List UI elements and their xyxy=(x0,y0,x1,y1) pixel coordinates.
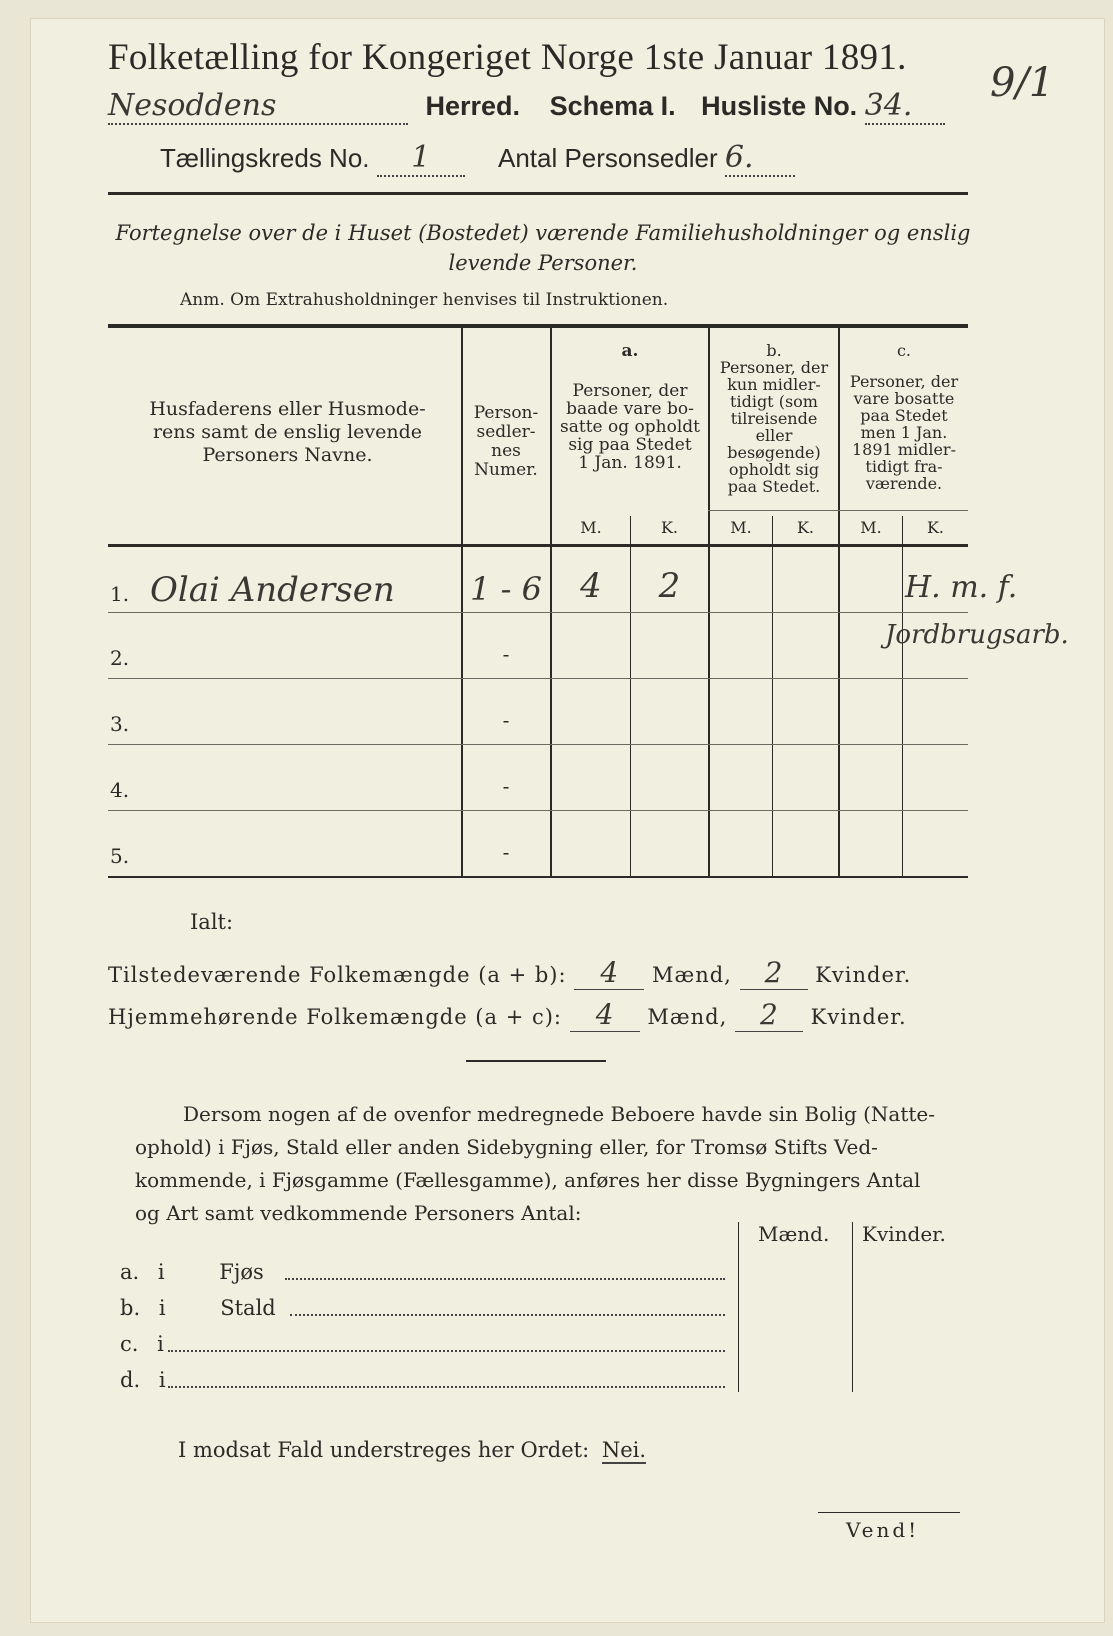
totals-mid: Mænd, xyxy=(651,963,732,987)
hdr-line: vare bosatte xyxy=(853,389,955,408)
item-b xyxy=(120,1296,276,1320)
vend-label: Vend! xyxy=(846,1518,920,1542)
hdr-line: tidigt (som xyxy=(730,392,818,411)
hdr-line: eller xyxy=(755,426,793,445)
table-bottom-rule xyxy=(108,876,968,878)
c-m-label: M. xyxy=(860,518,882,537)
row-1-a-k: 2 xyxy=(658,566,681,606)
row-number: 5. xyxy=(110,844,130,868)
antal-value: 6. xyxy=(725,140,795,177)
col-names-header xyxy=(120,398,455,467)
row-number: 3. xyxy=(110,712,130,736)
totals-label: Tilstedeværende Folkemængde (a + b): xyxy=(108,963,567,987)
hdr-line: paa Stedet. xyxy=(727,477,821,496)
kreds-label: Tællingskreds No. xyxy=(160,143,370,173)
item-label: Fjøs xyxy=(219,1260,264,1284)
row-3-numer: - xyxy=(502,708,510,732)
hdr-line: Numer. xyxy=(474,460,538,480)
totals-1-k: 2 xyxy=(740,956,808,990)
hdr-line: tidigt fra- xyxy=(865,457,943,476)
totals-line-2 xyxy=(108,998,907,1032)
row-number: 1. xyxy=(110,582,130,606)
hdr-line: baade vare bo- xyxy=(566,399,694,419)
fill-line xyxy=(168,1350,725,1352)
hdr-line: men 1 Jan. xyxy=(860,423,948,442)
vend-rule xyxy=(818,1512,960,1513)
intro-line-1: Fortegnelse over de i Huset (Bostedet) værende Familiehusholdninger og enslig xyxy=(115,221,971,245)
hdr-letter: c. xyxy=(896,341,912,360)
item-i: i xyxy=(157,1332,164,1356)
modsat-line xyxy=(178,1438,646,1462)
totals-1-m: 4 xyxy=(574,956,644,990)
para-line: kommende, i Fjøsgamme (Fællesgamme), anføres her disse Bygningers Antal xyxy=(135,1168,921,1192)
fill-line xyxy=(168,1386,725,1388)
totals-2-k: 2 xyxy=(735,998,803,1032)
side-note-1: H. m. f. xyxy=(905,570,1018,605)
modsat-text: I modsat Fald understreges her Ordet: xyxy=(178,1438,590,1462)
intro-text xyxy=(108,218,978,278)
a-m-label: M. xyxy=(580,518,602,537)
row-1-name: Olai Andersen xyxy=(150,570,395,610)
hdr-line: paa Stedet xyxy=(860,406,948,425)
schema-label: Schema I. xyxy=(549,91,676,121)
kreds-line xyxy=(160,140,795,177)
hdr-line: Personer, der xyxy=(719,358,829,377)
kvinder-header: Kvinder. xyxy=(862,1222,946,1246)
corner-mark: 9/1 xyxy=(990,60,1055,106)
kreds-value: 1 xyxy=(377,140,465,177)
hdr-line: værende. xyxy=(865,474,943,493)
nei-word: Nei. xyxy=(601,1438,647,1462)
row-rule xyxy=(108,810,968,811)
hdr-line: sedler- xyxy=(476,422,536,442)
col-numer-header xyxy=(462,404,550,480)
row-number: 2. xyxy=(110,646,130,670)
item-label: Stald xyxy=(220,1296,276,1320)
ialt-label: Ialt: xyxy=(190,910,234,934)
item-letter: a. xyxy=(120,1260,140,1284)
fill-line xyxy=(285,1278,725,1280)
header-rule xyxy=(108,192,968,195)
form-title: Folketælling for Kongeriget Norge 1ste Januar 1891. xyxy=(108,37,907,78)
item-i: i xyxy=(158,1368,166,1392)
item-i: i xyxy=(158,1296,166,1320)
totals-mid: Mænd, xyxy=(647,1005,728,1029)
col-divider xyxy=(852,1222,853,1392)
col-subdivider xyxy=(902,516,903,876)
herred-line xyxy=(108,88,945,125)
hdr-line: nes xyxy=(491,441,521,461)
row-rule xyxy=(108,612,968,613)
row-rule xyxy=(108,744,968,745)
row-number: 4. xyxy=(110,778,130,802)
b-m-label: M. xyxy=(730,518,752,537)
mk-rule xyxy=(708,510,968,511)
hdr-line: Person- xyxy=(473,403,539,423)
herred-value: Nesoddens xyxy=(108,88,408,125)
herred-label: Herred. xyxy=(425,91,521,121)
hdr-line: 1891 midler- xyxy=(852,440,956,459)
hdr-line: tilreisende xyxy=(730,409,818,428)
side-note-2: Jordbrugsarb. xyxy=(885,620,1069,650)
hdr-line: sig paa Stedet xyxy=(568,435,692,455)
para-line: og Art samt vedkommende Personers Antal: xyxy=(135,1201,582,1225)
para-line: ophold) i Fjøs, Stald eller anden Sidebygning eller, for Tromsø Stifts Ved- xyxy=(135,1135,878,1159)
item-letter: c. xyxy=(120,1332,139,1356)
totals-end: Kvinder. xyxy=(810,1005,907,1029)
row-4-numer: - xyxy=(502,774,510,798)
item-letter: d. xyxy=(120,1368,141,1392)
a-k-label: K. xyxy=(660,518,679,537)
row-1-a-m: 4 xyxy=(580,566,602,606)
b-k-label: K. xyxy=(796,518,815,537)
hdr-line: Personer, der xyxy=(849,372,959,391)
item-letter: b. xyxy=(120,1296,141,1320)
row-2-numer: - xyxy=(502,642,510,666)
para-line: Dersom nogen af de ovenfor medregnede Beboere havde sin Bolig (Natte- xyxy=(183,1102,936,1126)
item-a xyxy=(120,1260,264,1284)
hdr-line: Husfaderens eller Husmode- xyxy=(149,398,426,420)
hdr-letter: a. xyxy=(621,341,639,361)
bottom-paragraph xyxy=(135,1098,975,1230)
c-k-label: K. xyxy=(926,518,945,537)
row-rule xyxy=(108,678,968,679)
item-d xyxy=(120,1368,166,1392)
totals-line-1 xyxy=(108,956,911,990)
row-1-numer: 1 - 6 xyxy=(470,570,542,608)
intro-line-2: levende Personer. xyxy=(448,251,638,275)
hdr-line: besøgende) xyxy=(727,443,821,462)
item-c xyxy=(120,1332,164,1356)
hdr-line: 1 Jan. 1891. xyxy=(578,453,682,473)
totals-2-m: 4 xyxy=(570,998,640,1032)
col-subdivider xyxy=(772,516,773,876)
hdr-line: Personers Navne. xyxy=(202,444,373,466)
col-c-header xyxy=(840,342,968,492)
col-b-header xyxy=(710,342,838,495)
separator-rule xyxy=(466,1060,606,1062)
antal-label: Antal Personsedler xyxy=(497,143,718,173)
col-divider xyxy=(738,1222,739,1392)
row-5-numer: - xyxy=(502,840,510,864)
anm-note: Anm. Om Extrahusholdninger henvises til Instruktionen. xyxy=(180,290,669,310)
hdr-line: opholdt sig xyxy=(728,460,820,479)
hdr-letter: b. xyxy=(766,341,782,360)
totals-label: Hjemmehørende Folkemængde (a + c): xyxy=(108,1005,562,1029)
fill-line xyxy=(290,1314,725,1316)
hdr-line: kun midler- xyxy=(727,375,821,394)
hdr-line: Personer, der xyxy=(572,381,688,401)
item-i: i xyxy=(157,1260,165,1284)
col-a-header xyxy=(552,342,708,472)
totals-end: Kvinder. xyxy=(815,963,912,987)
hdr-line: satte og opholdt xyxy=(560,417,700,437)
husliste-label: Husliste No. xyxy=(701,91,858,121)
hdr-line: rens samt de enslig levende xyxy=(152,421,423,443)
husliste-value: 34. xyxy=(865,88,945,125)
maend-header: Mænd. xyxy=(758,1222,830,1246)
